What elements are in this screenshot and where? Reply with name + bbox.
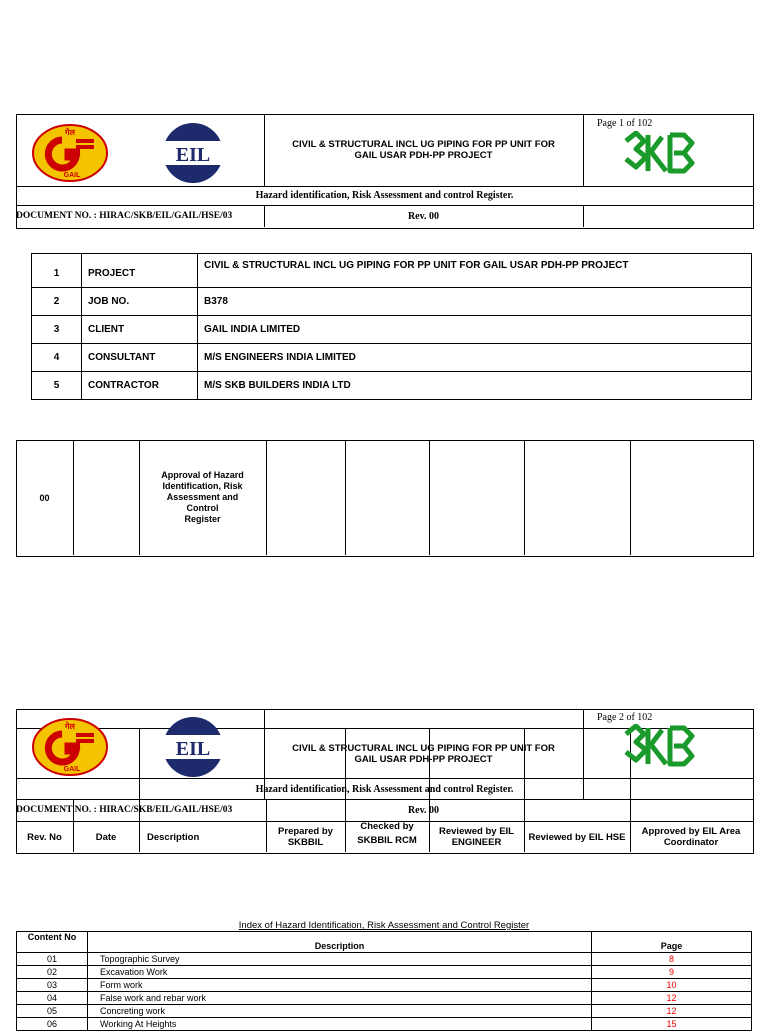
svg-text:SKB: SKB xyxy=(658,768,666,772)
index-row xyxy=(17,953,752,966)
col-reviewed-eil-hse: Reviewed by EIL HSE xyxy=(528,831,626,843)
svg-text:GAIL: GAIL xyxy=(63,766,81,773)
svg-text:गेल: गेल xyxy=(65,128,75,137)
svg-text:GAIL: GAIL xyxy=(63,172,81,179)
col-checked-by: Checked by SKBBIL RCM xyxy=(357,821,417,846)
svg-text:EIL: EIL xyxy=(175,738,211,760)
skb-logo xyxy=(622,131,702,179)
index-description: Working At Heights xyxy=(88,1018,592,1031)
register-title: Hazard identification, Risk Assessment and control Register. xyxy=(255,783,514,795)
project-row-value: GAIL INDIA LIMITED xyxy=(198,316,752,344)
index-description: False work and rebar work xyxy=(88,992,592,1005)
skb-logo xyxy=(622,724,702,772)
project-title: CIVIL & STRUCTURAL INCL UG PIPING FOR PP UNIT FOR GAIL USAR PDH-PP PROJECT xyxy=(292,742,555,765)
project-row-value: CIVIL & STRUCTURAL INCL UG PIPING FOR PP UNIT FOR GAIL USAR PDH-PP PROJECT xyxy=(198,254,752,288)
index-row xyxy=(17,966,752,979)
index-title: Index of Hazard Identification, Risk Assessment and Control Register xyxy=(238,920,530,931)
table-row xyxy=(32,372,752,400)
project-row-label: JOB NO. xyxy=(82,288,198,316)
col-reviewed-eil-engineer: Reviewed by EIL ENGINEER xyxy=(439,826,514,848)
project-row-label: CONTRACTOR xyxy=(82,372,198,400)
gail-logo xyxy=(32,124,108,182)
project-title: CIVIL & STRUCTURAL INCL UG PIPING FOR PP UNIT FOR GAIL USAR PDH-PP PROJECT xyxy=(292,139,555,161)
index-row xyxy=(17,979,752,992)
index-page: 12 xyxy=(592,1005,752,1018)
index-content-no: 02 xyxy=(17,966,88,979)
table-row xyxy=(32,288,752,316)
index-page: 9 xyxy=(592,966,752,979)
table-row xyxy=(32,344,752,372)
col-approved-eil: Approved by EIL Area Coordinator xyxy=(641,826,741,848)
register-title: Hazard identification, Risk Assessment and control Register. xyxy=(255,190,514,201)
index-row xyxy=(17,1005,752,1018)
project-row-value: B378 xyxy=(198,288,752,316)
table-row xyxy=(32,316,752,344)
index-col-page: Page xyxy=(592,932,752,953)
index-col-description: Description xyxy=(88,932,592,953)
project-row-label: CLIENT xyxy=(82,316,198,344)
index-content-no: 05 xyxy=(17,1005,88,1018)
col-prepared-by: Prepared by SKBBIL xyxy=(278,826,333,848)
revision-description: Approval of Hazard Identification, Risk Assessment and Control Register xyxy=(161,470,244,524)
project-row-number: 4 xyxy=(32,344,82,372)
svg-text:SKB: SKB xyxy=(658,175,666,179)
col-date: Date xyxy=(95,831,117,843)
project-row-number: 5 xyxy=(32,372,82,400)
index-description: Topographic Survey xyxy=(88,953,592,966)
project-row-number: 2 xyxy=(32,288,82,316)
index-row xyxy=(17,992,752,1005)
revision-label: Rev. 00 xyxy=(407,804,440,816)
project-row-number: 3 xyxy=(32,316,82,344)
eil-logo xyxy=(161,715,225,779)
index-content-no: 04 xyxy=(17,992,88,1005)
index-content-no: 06 xyxy=(17,1018,88,1031)
revision-label: Rev. 00 xyxy=(407,210,440,222)
index-description: Form work xyxy=(88,979,592,992)
document-number: DOCUMENT NO. : HIRAC/SKB/EIL/GAIL/HSE/03 xyxy=(16,805,233,815)
svg-text:EIL: EIL xyxy=(175,144,211,166)
project-row-label: PROJECT xyxy=(82,254,198,288)
eil-logo xyxy=(161,121,225,185)
index-table xyxy=(16,931,752,1031)
index-description: Excavation Work xyxy=(88,966,592,979)
gail-logo xyxy=(32,718,108,776)
index-row xyxy=(17,1018,752,1031)
page-number: Page 1 of 102 xyxy=(597,118,653,129)
index-page: 15 xyxy=(592,1018,752,1031)
index-page: 8 xyxy=(592,953,752,966)
index-content-no: 01 xyxy=(17,953,88,966)
index-page: 12 xyxy=(592,992,752,1005)
index-col-content-no: Content No xyxy=(17,932,88,953)
col-rev-no: Rev. No xyxy=(27,831,62,843)
page-number: Page 2 of 102 xyxy=(597,712,653,723)
index-description: Concreting work xyxy=(88,1005,592,1018)
project-row-value: M/S SKB BUILDERS INDIA LTD xyxy=(198,372,752,400)
svg-text:गेल: गेल xyxy=(65,722,75,731)
project-row-number: 1 xyxy=(32,254,82,288)
index-content-no: 03 xyxy=(17,979,88,992)
col-description: Description xyxy=(147,831,200,843)
table-row xyxy=(32,254,752,288)
document-number: DOCUMENT NO. : HIRAC/SKB/EIL/GAIL/HSE/03 xyxy=(16,211,233,221)
project-row-label: CONSULTANT xyxy=(82,344,198,372)
index-page: 10 xyxy=(592,979,752,992)
revision-number: 00 xyxy=(39,492,50,503)
project-row-value: M/S ENGINEERS INDIA LIMITED xyxy=(198,344,752,372)
project-info-table xyxy=(31,253,752,400)
